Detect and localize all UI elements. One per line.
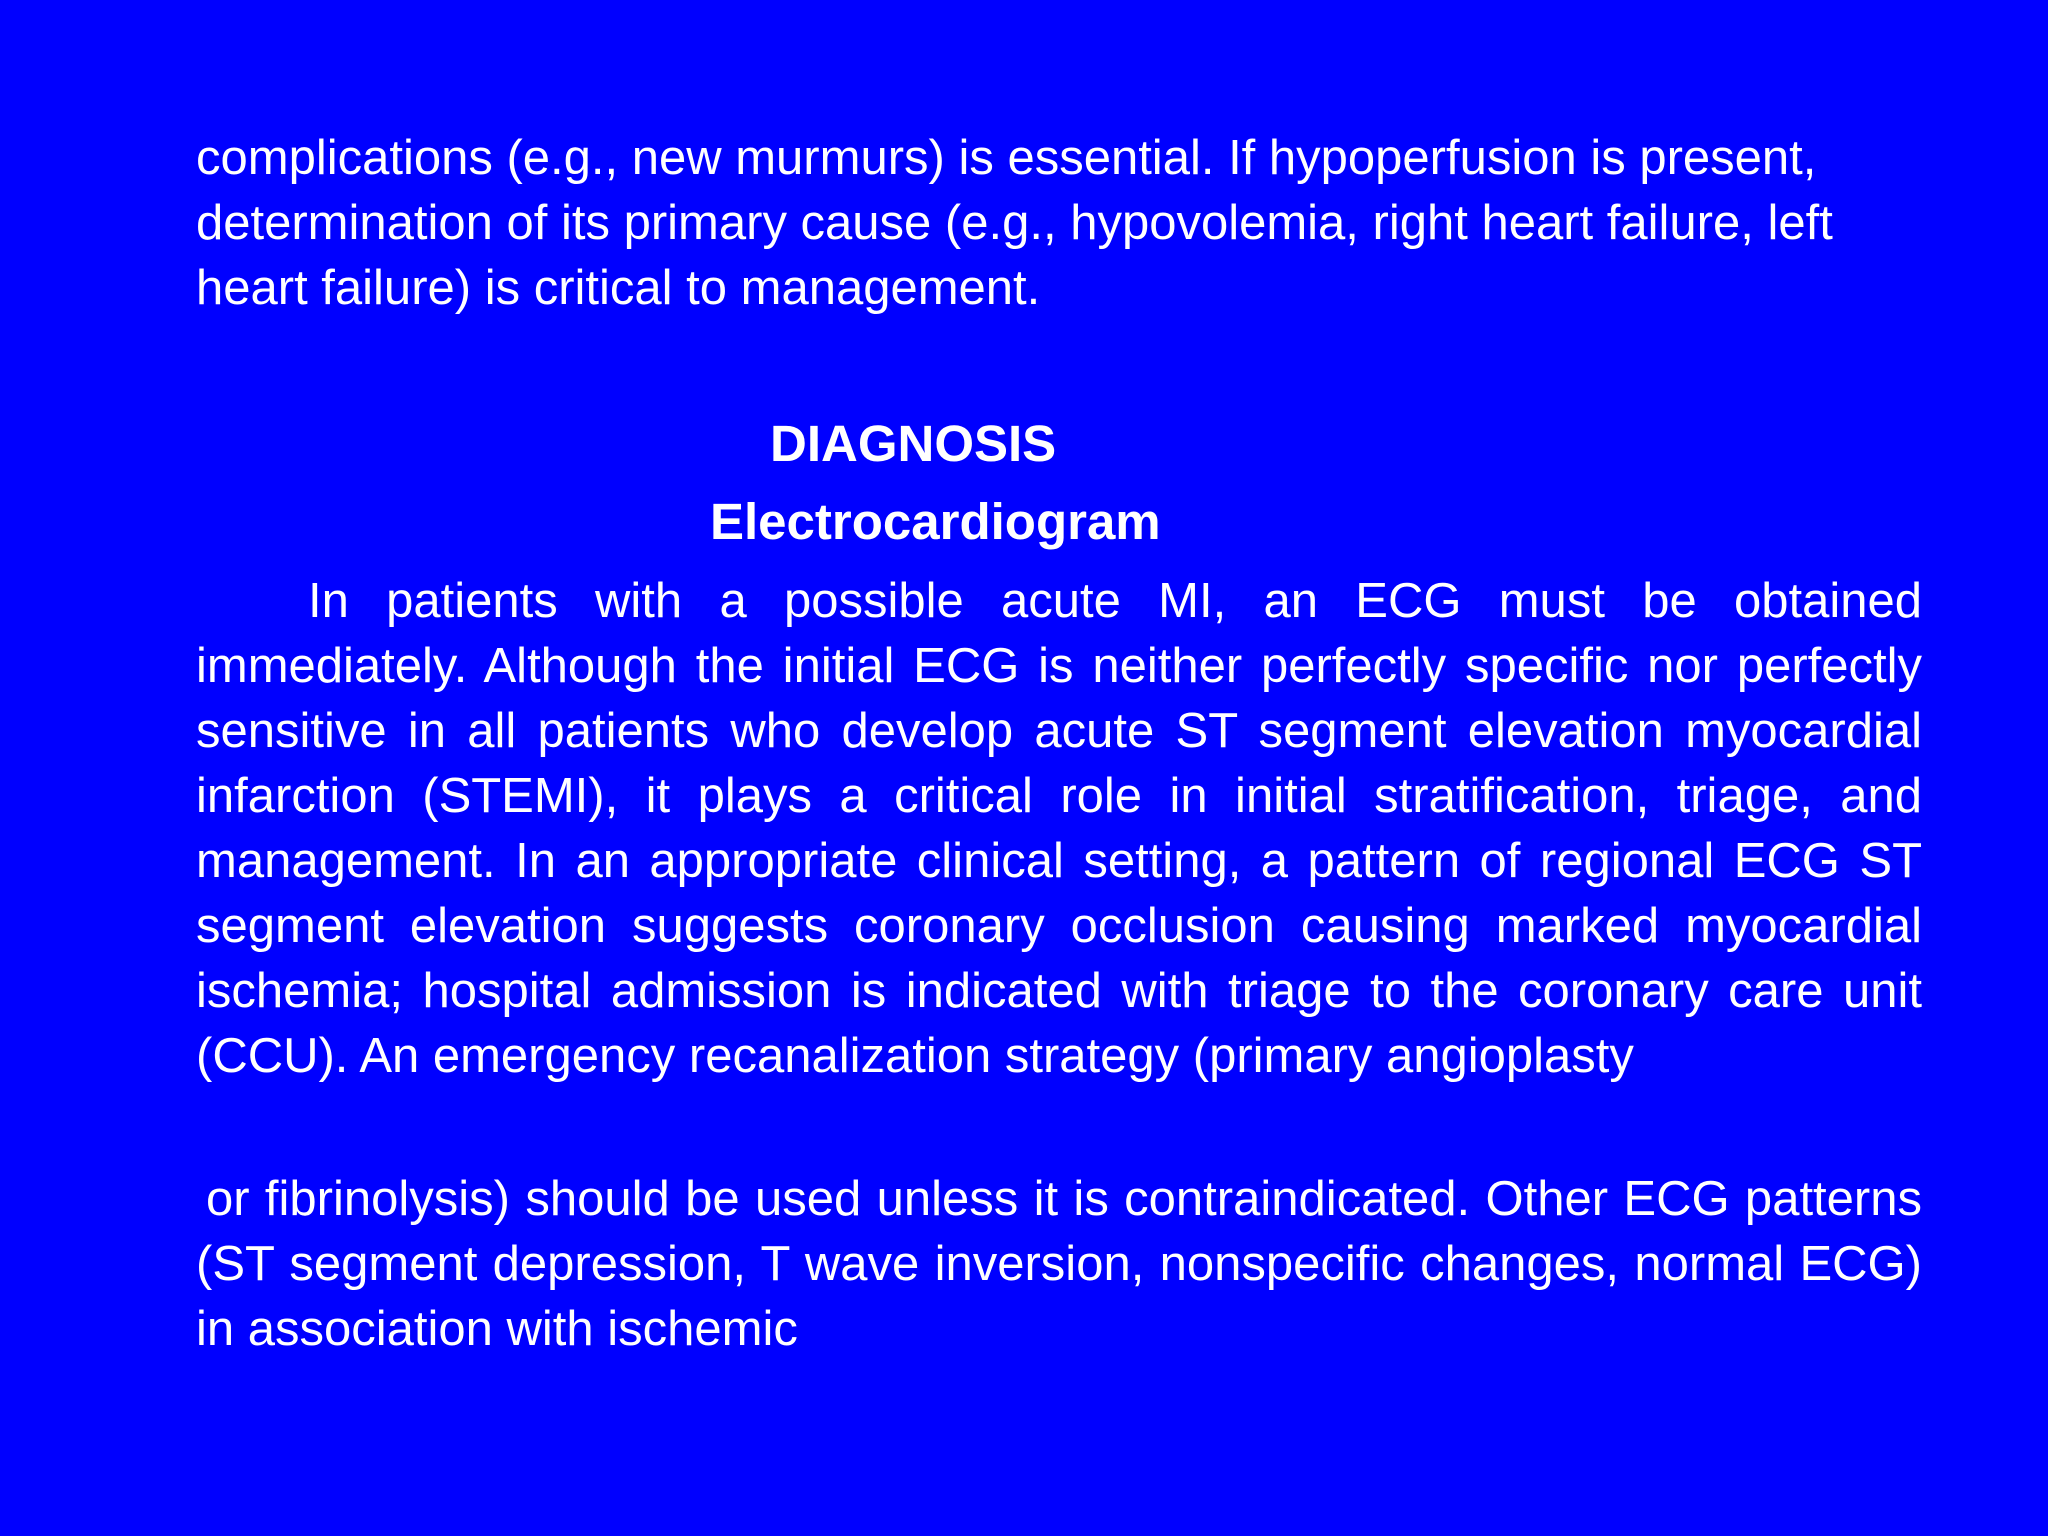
ecg-paragraph-1: In patients with a possible acute MI, an ECG must be obtained immediately. Although the initial ECG is neither perfectly specific nor perfectly sensitive in all patients who develop acute ST segment elevation myocardial infarction (STEMI), it plays a critical role in initial stratification, triage, and management. In an appropriate clinical setting, a pattern of regional ECG ST segment elevation suggests coronary occlusion causing marked myocardial ischemia; hospital admission is indicated with triage to the coronary care unit (CCU). An emergency recanalization strategy (primary angioplasty bbox=[196, 574, 1922, 1083]
section-heading: DIAGNOSIS bbox=[770, 415, 1057, 472]
subsection-heading: Electrocardiogram bbox=[710, 493, 1161, 550]
ecg-paragraph-2: or fibrinolysis) should be used unless it is contraindicated. Other ECG patterns (ST segment depression, T wave inversion, nonspecific changes, normal ECG) in association with ischemic bbox=[196, 1172, 1922, 1356]
intro-paragraph: complications (e.g., new murmurs) is essential. If hypoperfusion is present, determination of its primary cause (e.g., hypovolemia, right heart failure, left heart failure) is critical to management. bbox=[196, 131, 1833, 315]
